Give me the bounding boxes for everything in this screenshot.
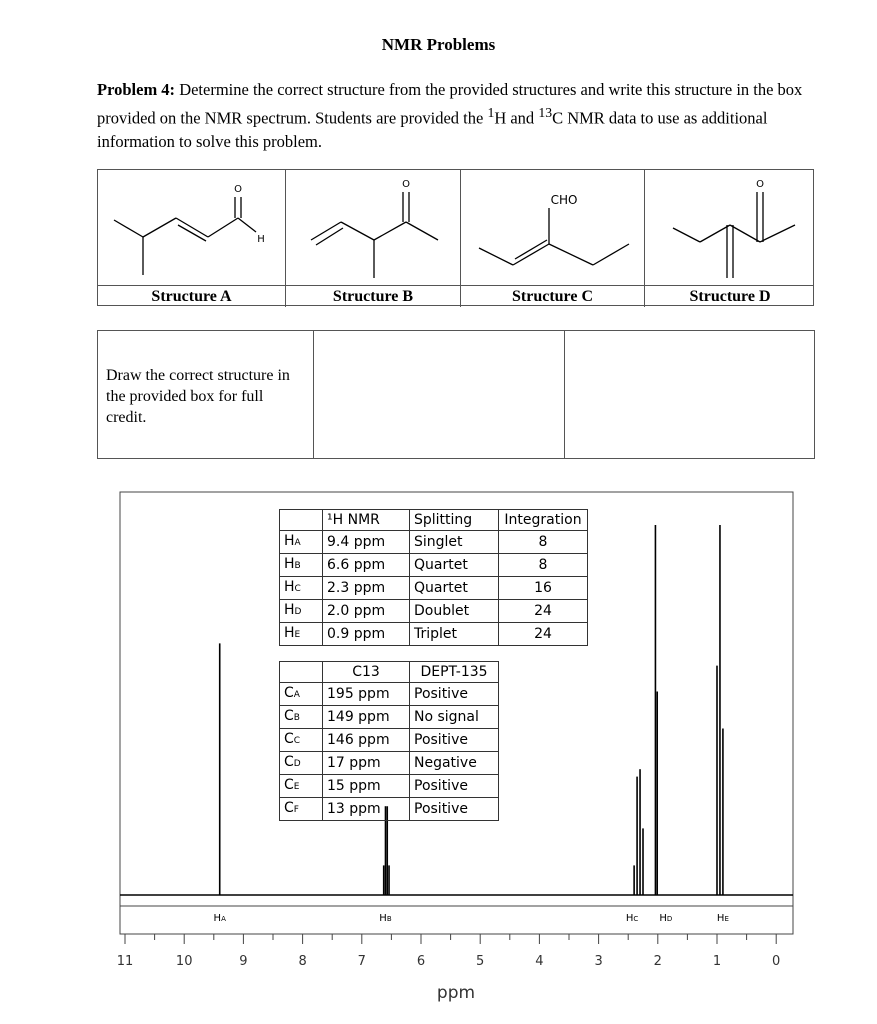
oxygen-label: O [234,184,242,195]
axis-tick-label: 3 [594,954,603,969]
peak-label: HD [659,913,673,924]
header-cell [280,510,323,531]
aldehyde-label: CHO [550,193,578,207]
axis-tick-label: 4 [535,954,544,969]
peak-label: HB [379,913,392,924]
superscript-13: 13 [538,105,553,120]
shift-cell: 9.4 ppm [323,531,410,554]
shift-cell: 17 ppm [323,752,410,775]
header-cell: ¹H NMR [323,510,410,531]
splitting-cell: Doublet [410,600,499,623]
dept-cell: Positive [410,775,499,798]
axis-tick-label: 6 [416,954,426,969]
carbon-label: CC [280,729,323,752]
header-cell: C13 [323,662,410,683]
c-nmr-table [279,661,499,821]
draw-instruction: Draw the correct structure in the provided box for full credit. [106,367,290,426]
splitting-cell: Singlet [410,531,499,554]
table-row [280,554,588,577]
table-row [280,798,499,821]
carbon-label: CB [280,706,323,729]
axis-tick-label: 11 [116,954,134,969]
dept-cell: Negative [410,752,499,775]
header-cell: Splitting [410,510,499,531]
hydrogen-label: H [257,234,265,245]
problem-text-1: Determine the correct structure from the provided structures and write this structure in the box provided on the NMR spectrum. Students are provided the [97,80,803,128]
table-row [280,706,499,729]
shift-cell: 2.3 ppm [323,577,410,600]
carbon-label: CE [280,775,323,798]
proton-label: HA [280,531,323,554]
table-row [280,600,588,623]
shift-cell: 15 ppm [323,775,410,798]
oxygen-label: O [756,179,764,190]
dept-cell: Positive [410,729,499,752]
proton-label: HB [280,554,323,577]
axis-tick-label: 1 [712,954,722,969]
shift-cell: 149 ppm [323,706,410,729]
page-title: NMR Problems [381,35,496,54]
proton-label: HE [280,623,323,646]
axis-tick-label: 8 [298,954,307,969]
axis-tick-label: 5 [476,954,485,969]
axis-tick-label: 7 [357,954,366,969]
shift-cell: 0.9 ppm [323,623,410,646]
header-cell [280,662,323,683]
dept-cell: Positive [410,798,499,821]
problem-text-2: H and [494,108,539,128]
proton-label: HD [280,600,323,623]
integration-cell: 8 [499,531,588,554]
table-header-row [280,662,499,683]
shift-cell: 2.0 ppm [323,600,410,623]
structure-c-label: Structure C [461,286,645,307]
axis-tick-label: 9 [239,954,248,969]
integration-cell: 16 [499,577,588,600]
integration-cell: 24 [499,600,588,623]
shift-cell: 146 ppm [323,729,410,752]
header-cell: DEPT-135 [410,662,499,683]
axis-tick-label: 10 [175,954,193,969]
table-row [280,623,588,646]
integration-cell: 24 [499,623,588,646]
peak-labels-group [214,913,729,924]
axis-tick-label: 2 [653,954,662,969]
table-row [280,729,499,752]
table-row [280,752,499,775]
carbon-label: CD [280,752,323,775]
header-cell: Integration [499,510,588,531]
axis-tick-label: 0 [772,954,781,969]
table-header-row [280,510,588,531]
structure-d-label: Structure D [689,288,771,305]
splitting-cell: Quartet [410,554,499,577]
problem-label: Problem 4: [97,80,176,99]
carbon-label: CF [280,798,323,821]
peak-label: HE [716,913,729,924]
table-row [280,531,588,554]
carbon-label: CA [280,683,323,706]
structure-b-label: Structure B [286,286,461,307]
peak-label: HA [213,913,226,924]
table-row [280,683,499,706]
dept-cell: No signal [410,706,499,729]
table-row [280,577,588,600]
table-row [280,775,499,798]
integration-cell: 8 [499,554,588,577]
shift-cell: 13 ppm [323,798,410,821]
x-axis [117,934,781,969]
shift-cell: 6.6 ppm [323,554,410,577]
x-axis-label: ppm [436,983,476,1003]
oxygen-label: O [402,179,410,190]
superscript-1: 1 [487,105,495,120]
splitting-cell: Triplet [410,623,499,646]
problem-text-3: C NMR data to use as additional information to solve this problem. [97,108,768,151]
proton-label: HC [280,577,323,600]
shift-cell: 195 ppm [323,683,410,706]
h-nmr-table [279,509,588,646]
structure-a-label: Structure A [98,286,286,307]
splitting-cell: Quartet [410,577,499,600]
dept-cell: Positive [410,683,499,706]
peak-label: HC [625,913,639,924]
